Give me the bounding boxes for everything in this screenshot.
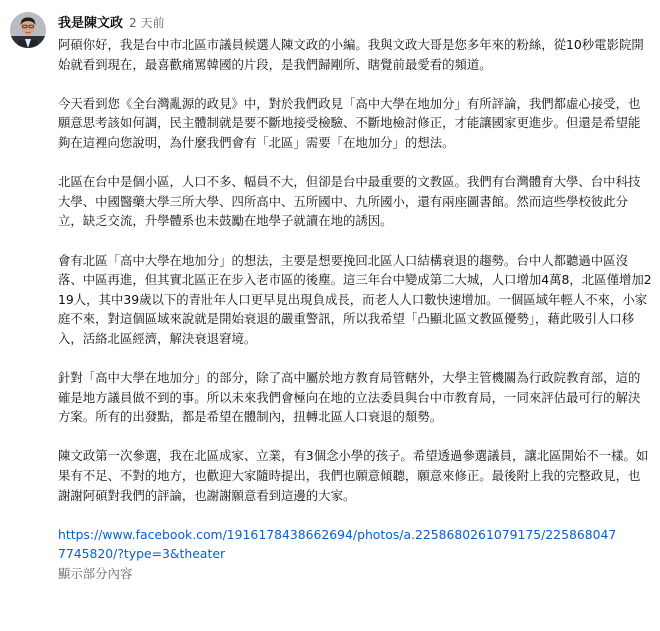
comment-paragraph: 會有北區「高中大學在地加分」的想法，主要是想要挽回北區人口結構衰退的趨勢。台中人都聽過中區沒落、中區再進，但其實北區正在步入老市區的後塵。這三年台中變成第二大城，人口增加4萬8，北區僅增加219人，其中39歲以下的青壯年人口更早見出現負成長，而老人人口數快速增加。一個區域年輕人不來，小家庭不來，對這個區域來說就是開始衰退的嚴重警訊，所以我希望「凸顯北區文教區優勢」，藉此吸引人口移入，活絡北區經濟，解決衰退窘境。 [58, 252, 652, 346]
user-avatar-icon [10, 12, 46, 48]
comment-paragraph: 北區在台中是個小區，人口不多、幅員不大，但卻是台中最重要的文教區。我們有台灣體育大學、台中科技大學、中國醫藥大學三所大學、四所高中、五所國中、九所國小，還有兩座圖書館。然而這些學校彼此分立，缺乏交流，升學體系也未鼓勵在地學子就讀在地的誘因。 [58, 174, 641, 229]
comment-body [58, 12, 652, 584]
comment-paragraph: 阿碩你好，我是台中市北區市議員候選人陳文政的小編。我與文政大哥是您多年來的粉絲，從10秒電影院開始就看到現在，最喜歡痛罵韓國的片段，是我們歸剛所、瞎覺前最愛看的頻道。 [58, 37, 644, 72]
comment-paragraph: 陳文政第一次參選，我在北區成家、立業，有3個念小學的孩子。希望透過參選議員，讓北區開始不一樣。如果有不足、不對的地方，也歡迎大家隨時提出，我們也願意傾聽，願意來修正。最後附上我的完整政見，也謝謝阿碩對我們的評論，也謝謝願意看到這邊的大家。 [58, 448, 649, 503]
show-less-button[interactable]: 顯示部分內容 [58, 566, 133, 582]
facebook-link[interactable]: https://www.facebook.com/1916178438662694/photos/a.2258680261079175/2258680477745820/?type=3&theater [58, 526, 617, 562]
comment-text [58, 35, 652, 584]
comment-paragraph: 針對「高中大學在地加分」的部分，除了高中屬於地方教育局管轄外，大學主管機關為行政院教育部，這的確是地方議員做不到的事。所以未來我們會極向在地的立法委員與台中市教育局，一同來評估最可行的解決方案。所有的出發點，都是希望在體制內，扭轉北區人口衰退的頹勢。 [58, 370, 641, 425]
author-name[interactable]: 我是陳文政 [58, 16, 124, 31]
comment-time[interactable]: 2 天前 [129, 16, 165, 30]
avatar[interactable] [10, 12, 46, 48]
comment-paragraph: 今天看到您《全台灣亂源的政見》中，對於我們政見「高中大學在地加分」有所評論，我們都虛心接受，也願意思考該如何調，民主體制就是要不斷地接受檢驗、不斷地檢討修正，才能讓國家更進步。但還是希望能夠在這裡向您說明，為什麼我們會有「北區」需要「在地加分」的想法。 [58, 95, 641, 150]
comment-header [58, 12, 652, 32]
